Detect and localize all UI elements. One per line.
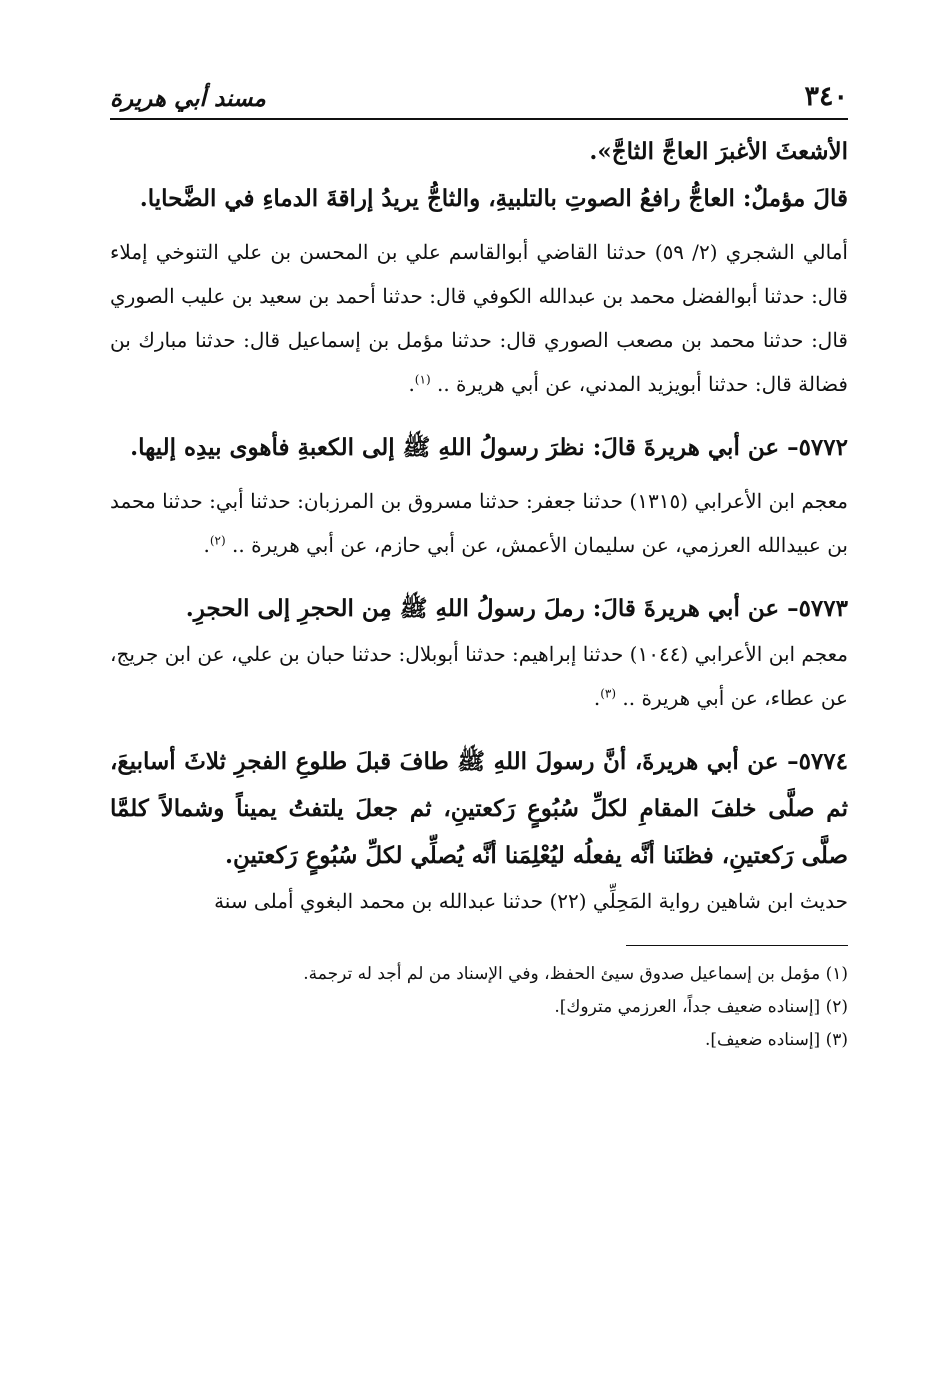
source-text: حديث ابن شاهين رواية المَحِلِّي (٢٢) حدثنا عبدالله بن محمد البغوي أملى سنة (214, 889, 848, 913)
page (110, 78, 848, 1057)
footnote: (٢) [إسناده ضعيف جداً، العرزمي متروك]. (554, 997, 848, 1017)
source-text: أمالي الشجري (٢/ ٥٩) حدثنا القاضي أبوالقاسم علي بن المحسن بن علي التنوخي إملاء قال: حدثنا أبوالفضل محمد بن عبدالله الكوفي قال: حدثنا أحمد بن سعيد بن عليب الصوري قال: حدثنا محمد بن مصعب الصوري قال: حدثنا مؤمل بن إسماعيل قال: حدثنا مبارك بن فضالة قال: حدثنا أبويزيد المدني، عن أبي هريرة .. $^{(١)}$. (110, 240, 848, 396)
footnote-ref: (١) (414, 372, 431, 387)
footnote-ref: (٣) (600, 686, 617, 701)
page-number: ٣٤٠ (804, 81, 848, 112)
hadith-text: الأشعثَ الأغبرَ العاجَّ الثاجَّ». (589, 138, 848, 165)
hadith-text: ٥٧٧٤– عن أبي هريرةَ، أنَّ رسولَ اللهِ ﷺ طافَ قبلَ طلوعِ الفجرِ ثلاثَ أسابيعَ، ثم صلَّى خلفَ المقامِ لكلِّ سُبُوعٍ رَكعتينِ، ثم جعلَ يلتفتُ يميناً وشمالاً كلمَّا صلَّى رَكعتينِ، فظنَنا أنَّه يفعلُه ليُعْلِمَنا أنَّه يُصلِّي لكلِّ سُبُوعٍ رَكعتينِ. (110, 748, 848, 869)
book-title: مسند أبي هريرة (110, 85, 266, 112)
source-text: معجم ابن الأعرابي (١٣١٥) حدثنا جعفر: حدثنا مسروق بن المرزبان: حدثنا أبي: حدثنا محمد بن عبيدالله العرزمي، عن سليمان الأعمش، عن أبي حازم، عن أبي هريرة .. $^{(٢)}$. (110, 489, 848, 557)
hadith-text: ٥٧٧٢– عن أبي هريرةَ قالَ: نظرَ رسولُ اللهِ ﷺ إلى الكعبةِ فأهوى بيدِه إليها. (130, 434, 848, 461)
footnote: (٣) [إسناده ضعيف]. (704, 1030, 848, 1050)
footnote: (١) مؤمل بن إسماعيل صدوق سيئ الحفظ، وفي الإسناد من لم أجد له ترجمة. (303, 964, 848, 984)
running-header (110, 78, 848, 120)
footnote-divider (626, 945, 848, 946)
footnote-ref: (٢) (209, 533, 226, 548)
hadith-text: قالَ مؤملٌ: العاجُّ رافعُ الصوتِ بالتلبيةِ، والثاجُّ يريدُ إراقةَ الدماءِ في الضَّحايا. (139, 185, 848, 212)
hadith-text: ٥٧٧٣– عن أبي هريرةَ قالَ: رملَ رسولُ اللهِ ﷺ مِن الحجرِ إلى الحجرِ. (185, 595, 848, 622)
source-text: معجم ابن الأعرابي (١٠٤٤) حدثنا إبراهيم: حدثنا أبوبلال: حدثنا حبان بن علي، عن ابن جريج، عن عطاء، عن أبي هريرة .. $^{(٣)}$. (110, 642, 849, 710)
footnotes (110, 958, 848, 1057)
